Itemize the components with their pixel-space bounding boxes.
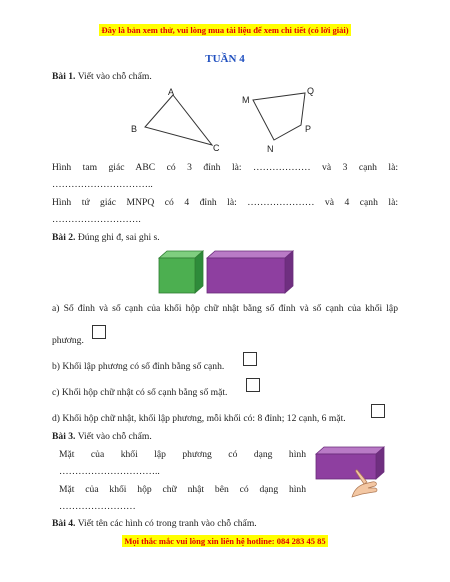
bai3-heading: Bài 3. [52,431,76,442]
bai4-instruction: Viết tên các hình có trong tranh vào chỗ chấm. [77,518,257,529]
quad-label-n: N [267,144,274,154]
bai1-heading-line [52,71,152,83]
bai4-heading: Bài 4. [52,518,76,529]
bai1-line1-dots: ………………………….. [52,179,153,190]
bai2-b: b) Khối lập phương có số đỉnh bằng số cạnh. [52,361,225,372]
quad-label-p: P [305,124,312,134]
answer-box-a[interactable] [92,325,106,339]
bai2-a-line2: phương. [52,335,84,346]
bai2-instruction: Đúng ghi đ, sai ghi s. [77,232,160,243]
bai3-line2-dots: …………………… [59,501,136,512]
footer-banner: Mọi thắc mắc vui lòng xin liên hệ hotline: 084 283 45 85 [124,536,326,546]
box-with-hand-figure [312,444,388,500]
bai1-instruction: Viết vào chỗ chấm. [77,71,152,82]
bai1-line1: Hình tam giác ABC có 3 đỉnh là: ……………… và 3 cạnh là: [52,162,398,173]
bai3-instruction: Viết vào chỗ chấm. [77,431,152,442]
triangle-label-b: B [131,124,138,134]
bai3-line1: Mặt của khối lập phương có dạng hình [59,449,306,460]
answer-box-b[interactable] [243,352,257,366]
bai1-line2: Hình tứ giác MNPQ có 4 đỉnh là: ………………… và 4 cạnh là: [52,197,398,208]
quad-label-m: M [242,95,250,105]
bai1-line2-dots: ………………………. [52,214,141,225]
bai2-a-line1: a) Số đỉnh và số cạnh của khối hộp chữ nhật bằng số đỉnh và số cạnh của khối lập [52,303,398,314]
solids-figure [155,248,297,298]
triangle-figure [120,85,230,155]
bai2-heading: Bài 2. [52,232,76,243]
bai4-heading-line [52,518,257,530]
triangle-label-a: A [168,87,175,97]
bai2-heading-line [52,232,160,244]
page-title: TUẦN 4 [205,53,245,65]
bai2-d: d) Khối hộp chữ nhật, khối lập phương, mỗi khối có: 8 đỉnh; 12 cạnh, 6 mặt. [52,413,346,424]
quad-label-q: Q [307,86,315,96]
bai1-heading: Bài 1. [52,71,76,82]
triangle-label-c: C [213,143,220,153]
bai3-line1-dots: ………………………….. [59,466,160,477]
header-banner: Đây là bản xem thử, vui lòng mua tài liệu để xem chi tiết (có lời giải) [101,25,349,35]
bai3-line2: Mặt của khối hộp chữ nhật bên có dạng hình [59,484,306,495]
answer-box-d[interactable] [371,404,385,418]
answer-box-c[interactable] [246,378,260,392]
quadrilateral-figure [236,82,326,156]
bai3-heading-line [52,431,152,443]
bai2-c: c) Khối hộp chữ nhật có số cạnh bằng số mặt. [52,387,228,398]
